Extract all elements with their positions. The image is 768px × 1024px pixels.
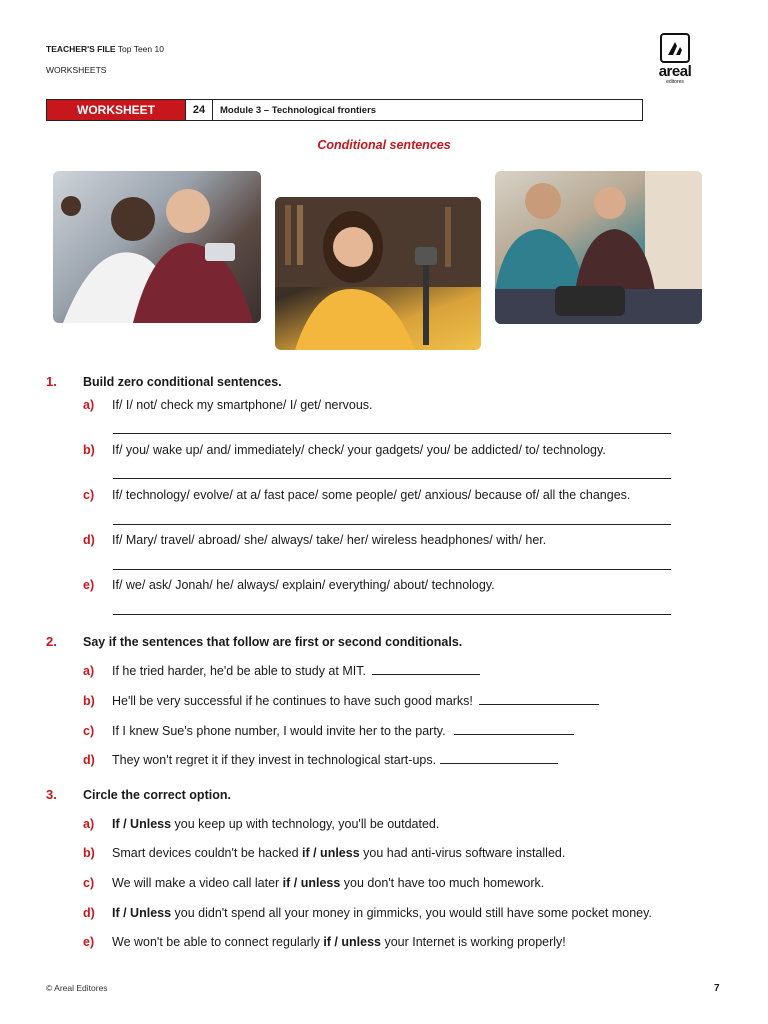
item-letter: a) <box>83 398 95 412</box>
answer-blank[interactable] <box>440 754 558 764</box>
circle-option[interactable]: if / unless <box>302 846 360 860</box>
answer-line[interactable] <box>113 433 671 434</box>
book-title: Top Teen 10 <box>117 44 164 54</box>
item-letter: d) <box>83 533 95 547</box>
item-text: If/ Mary/ travel/ abroad/ she/ always/ take/ her/ wireless headphones/ with/ her. <box>112 533 547 547</box>
sentence: They won't regret it if they invest in technological start-ups. <box>112 753 437 767</box>
item-text <box>112 664 480 678</box>
sentence-end: you keep up with technology, you'll be outdated. <box>171 817 440 831</box>
item-letter: c) <box>83 876 95 890</box>
sentence-end: you didn't spend all your money in gimmicks, you would still have some pocket money. <box>171 906 652 920</box>
item-letter: d) <box>83 906 95 920</box>
item-letter: c) <box>83 724 95 738</box>
worksheet-label: WORKSHEET <box>47 100 185 120</box>
item-text: If/ you/ wake up/ and/ immediately/ check/ your gadgets/ you/ be addicted/ to/ technology. <box>112 443 606 457</box>
item-letter: e) <box>83 935 95 949</box>
item-letter: b) <box>83 846 95 860</box>
item-text: If/ I/ not/ check my smartphone/ I/ get/ nervous. <box>112 398 373 412</box>
exercise-instruction: Circle the correct option. <box>83 788 231 802</box>
exercise-instruction: Build zero conditional sentences. <box>83 375 282 389</box>
copyright: © Areal Editores <box>46 983 108 993</box>
header-section: WORKSHEETS <box>46 65 107 75</box>
answer-line[interactable] <box>113 614 671 615</box>
worksheet-bar <box>46 99 643 121</box>
worksheet-title: Conditional sentences <box>317 138 451 152</box>
sentence-start: We won't be able to connect regularly <box>112 935 324 949</box>
item-letter: e) <box>83 578 95 592</box>
worksheet-module: Module 3 – Technological frontiers <box>220 104 377 116</box>
exercise-number: 2. <box>46 634 57 649</box>
answer-blank[interactable] <box>454 725 574 735</box>
couple-gaming-photo <box>495 171 702 324</box>
item-text <box>112 906 652 920</box>
page-number: 7 <box>714 983 720 994</box>
sentence: He'll be very successful if he continues to have such good marks! <box>112 694 473 708</box>
item-text <box>112 935 566 949</box>
areal-logo <box>646 33 704 85</box>
circle-option[interactable]: if / unless <box>282 876 341 890</box>
item-letter: a) <box>83 817 95 831</box>
teachers-file-label: TEACHER'S FILE <box>46 44 116 54</box>
item-letter: b) <box>83 443 95 457</box>
header-file-label <box>46 44 164 54</box>
item-text <box>112 724 574 738</box>
teens-selfie-photo <box>53 171 261 323</box>
item-letter: b) <box>83 694 95 708</box>
item-text <box>112 817 439 831</box>
answer-line[interactable] <box>113 569 671 570</box>
sentence: If he tried harder, he'd be able to study at MIT. <box>112 664 366 678</box>
sentence-end: you had anti-virus software installed. <box>359 846 566 860</box>
exercise-instruction: Say if the sentences that follow are first or second conditionals. <box>83 635 463 649</box>
item-text <box>112 753 558 767</box>
sentence: If I knew Sue's phone number, I would invite her to the party. <box>112 724 446 738</box>
girl-vlogging-photo <box>275 197 481 350</box>
item-text <box>112 694 599 708</box>
answer-blank[interactable] <box>372 665 480 675</box>
sentence-start: We will make a video call later <box>112 876 283 890</box>
answer-line[interactable] <box>113 478 671 479</box>
logo-word: areal <box>658 63 692 80</box>
item-text: If/ technology/ evolve/ at a/ fast pace/ some people/ get/ anxious/ because of/ all the changes. <box>112 488 631 502</box>
item-letter: d) <box>83 753 95 767</box>
circle-option[interactable]: If / Unless <box>112 906 172 920</box>
answer-line[interactable] <box>113 524 671 525</box>
answer-blank[interactable] <box>479 695 599 705</box>
circle-option[interactable]: If / Unless <box>112 817 172 831</box>
worksheet-number: 24 <box>185 100 213 120</box>
sentence-end: your Internet is working properly! <box>380 935 566 949</box>
sentence-end: you don't have too much homework. <box>340 876 545 890</box>
logo-sub: editores <box>666 79 684 85</box>
item-letter: a) <box>83 664 95 678</box>
sentence-start: Smart devices couldn't be hacked <box>112 846 302 860</box>
areal-logo-icon <box>660 33 690 63</box>
circle-option[interactable]: if / unless <box>323 935 381 949</box>
exercise-number: 1. <box>46 374 57 389</box>
item-text: If/ we/ ask/ Jonah/ he/ always/ explain/ everything/ about/ technology. <box>112 578 495 592</box>
item-letter: c) <box>83 488 95 502</box>
item-text <box>112 846 565 860</box>
exercise-number: 3. <box>46 787 57 802</box>
item-text <box>112 876 544 890</box>
